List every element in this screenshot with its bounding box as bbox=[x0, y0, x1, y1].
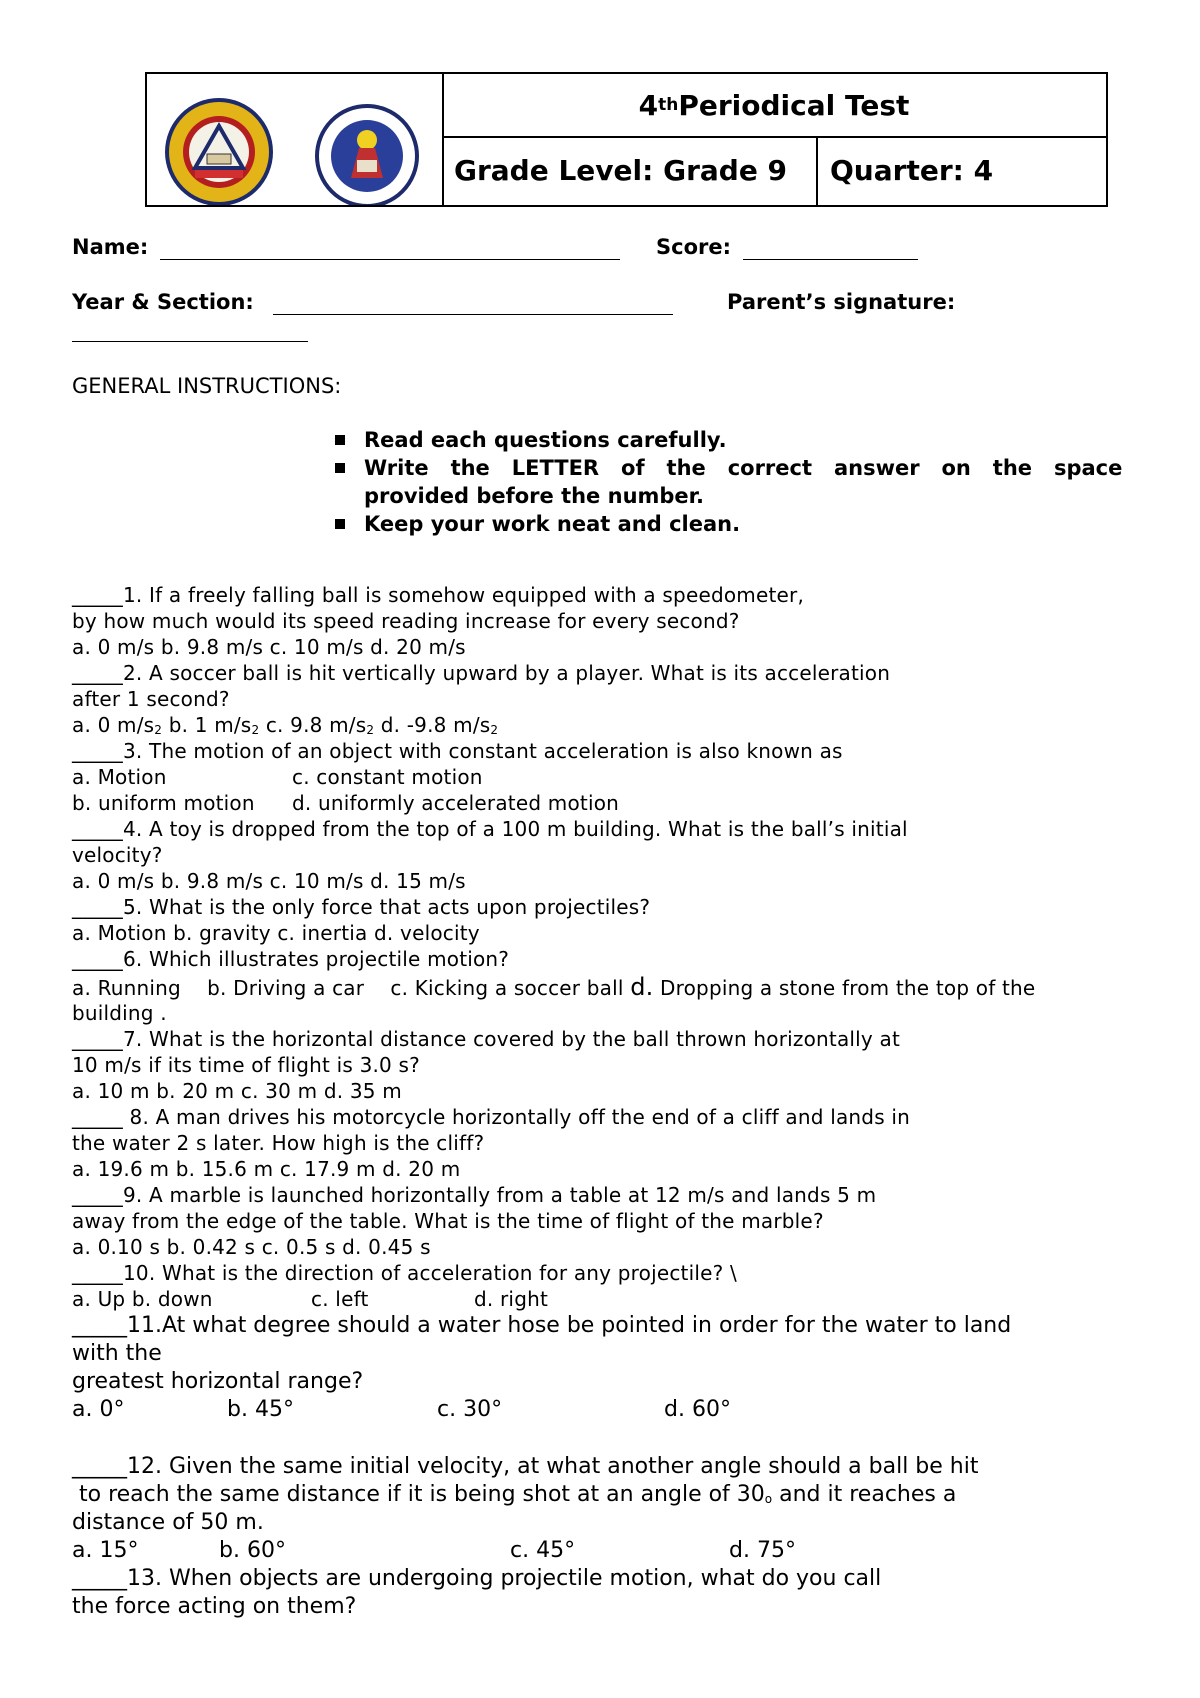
question-8-choices: a. 19.6 m b. 15.6 m c. 17.9 m d. 20 m bbox=[72, 1157, 461, 1181]
question-12-cont2: distance of 50 m. bbox=[72, 1510, 264, 1535]
question-8-cont: the water 2 s later. How high is the cliff? bbox=[72, 1131, 485, 1155]
question-7-cont: 10 m/s if its time of flight is 3.0 s? bbox=[72, 1053, 420, 1077]
question-11-cont2: greatest horizontal range? bbox=[72, 1369, 364, 1394]
instructions-heading: GENERAL INSTRUCTIONS: bbox=[72, 374, 342, 398]
question-6-choices: a. Running b. Driving a car c. Kicking a soccer ball d. Dropping a stone from the top of the bbox=[72, 973, 1036, 1001]
question-12-cont: to reach the same distance if it is being shot at an angle of $30_o$ and it reaches a bbox=[72, 1482, 957, 1507]
question-12: _____12. Given the same initial velocity, at what another angle should a ball be hit bbox=[72, 1454, 979, 1479]
question-10: _____10. What is the direction of acceleration for any projectile? \ bbox=[72, 1261, 737, 1285]
school-seal-icon bbox=[165, 98, 273, 205]
instruction-item: Write the LETTER of the correct answer on the space bbox=[364, 456, 1123, 480]
question-1: _____1. If a freely falling ball is somehow equipped with a speedometer, bbox=[72, 583, 805, 607]
bullet-icon bbox=[335, 519, 345, 529]
question-8: _____ 8. A man drives his motorcycle horizontally off the end of a cliff and lands in bbox=[72, 1105, 911, 1129]
question-3-choice-a: a. Motion bbox=[72, 765, 167, 789]
question-1-choices: a. 0 m/s b. 9.8 m/s c. 10 m/s d. 20 m/s bbox=[72, 635, 466, 659]
question-10-choice-d: d. right bbox=[474, 1287, 549, 1311]
question-13: _____13. When objects are undergoing projectile motion, what do you call bbox=[72, 1566, 882, 1591]
school-logos bbox=[147, 74, 442, 205]
question-2-choices: a. 0 $m/s_2$ b. 1 $m/s_2$ c. 9.8 $m/s_2$ d. -9.8 $m/s_2$ bbox=[72, 713, 499, 737]
question-11-choice-c: c. 30° bbox=[437, 1397, 503, 1422]
instruction-item-cont: provided before the number. bbox=[364, 484, 705, 508]
deped-seal-icon bbox=[317, 106, 417, 205]
question-11-choice-a: a. 0° bbox=[72, 1397, 125, 1422]
question-4-cont: velocity? bbox=[72, 843, 163, 867]
question-6-cont: building . bbox=[72, 1001, 167, 1025]
question-11-cont: with the bbox=[72, 1341, 162, 1366]
question-3-choice-b: b. uniform motion bbox=[72, 791, 255, 815]
question-9-choices: a. 0.10 s b. 0.42 s c. 0.5 s d. 0.45 s bbox=[72, 1235, 431, 1259]
question-2-cont: after 1 second? bbox=[72, 687, 230, 711]
question-11-choice-b: b. 45° bbox=[227, 1397, 294, 1422]
question-7-choices: a. 10 m b. 20 m c. 30 m d. 35 m bbox=[72, 1079, 402, 1103]
question-9-cont: away from the edge of the table. What is the time of flight of the marble? bbox=[72, 1209, 824, 1233]
question-1-cont: by how much would its speed reading increase for every second? bbox=[72, 609, 740, 633]
question-3-choice-d: d. uniformly accelerated motion bbox=[292, 791, 620, 815]
question-5-choices: a. Motion b. gravity c. inertia d. velocity bbox=[72, 921, 480, 945]
question-12-choice-b: b. 60° bbox=[219, 1538, 286, 1563]
score-line[interactable] bbox=[743, 259, 918, 260]
score-label: Score: bbox=[656, 235, 731, 259]
instruction-item: Read each questions carefully. bbox=[364, 428, 727, 452]
bullet-icon bbox=[335, 463, 345, 473]
question-10-choice-ab: a. Up b. down bbox=[72, 1287, 213, 1311]
question-4: _____4. A toy is dropped from the top of a 100 m building. What is the ball’s initial bbox=[72, 817, 908, 841]
name-line[interactable] bbox=[160, 259, 620, 260]
question-13-cont: the force acting on them? bbox=[72, 1594, 357, 1619]
question-12-choice-d: d. 75° bbox=[729, 1538, 796, 1563]
question-4-choices: a. 0 m/s b. 9.8 m/s c. 10 m/s d. 15 m/s bbox=[72, 869, 466, 893]
header-table bbox=[145, 72, 1108, 207]
year-section-label: Year & Section: bbox=[72, 290, 254, 314]
question-3: _____3. The motion of an object with constant acceleration is also known as bbox=[72, 739, 843, 763]
question-3-choice-c: c. constant motion bbox=[292, 765, 483, 789]
question-12-choice-c: c. 45° bbox=[510, 1538, 576, 1563]
name-label: Name: bbox=[72, 235, 149, 259]
quarter: Quarter: 4 bbox=[830, 154, 994, 187]
test-title: 4 th Periodical Test bbox=[442, 74, 1106, 138]
logo-cell bbox=[147, 74, 444, 205]
question-12-choice-a: a. 15° bbox=[72, 1538, 139, 1563]
instruction-item: Keep your work neat and clean. bbox=[364, 512, 741, 536]
question-5: _____5. What is the only force that acts upon projectiles? bbox=[72, 895, 651, 919]
question-7: _____7. What is the horizontal distance covered by the ball thrown horizontally at bbox=[72, 1027, 901, 1051]
parent-signature-label: Parent’s signature: bbox=[727, 290, 956, 314]
question-11-choice-d: d. 60° bbox=[664, 1397, 731, 1422]
question-11: _____11.At what degree should a water hose be pointed in order for the water to land bbox=[72, 1313, 1012, 1338]
bullet-icon bbox=[335, 435, 345, 445]
question-10-choice-c: c. left bbox=[311, 1287, 369, 1311]
question-9: _____9. A marble is launched horizontally from a table at 12 m/s and lands 5 m bbox=[72, 1183, 877, 1207]
question-2: _____2. A soccer ball is hit vertically upward by a player. What is its acceleration bbox=[72, 661, 891, 685]
parent-signature-line[interactable] bbox=[72, 341, 308, 342]
year-section-line[interactable] bbox=[273, 314, 673, 315]
grade-level: Grade Level: Grade 9 bbox=[442, 136, 818, 205]
question-6: _____6. Which illustrates projectile motion? bbox=[72, 947, 510, 971]
